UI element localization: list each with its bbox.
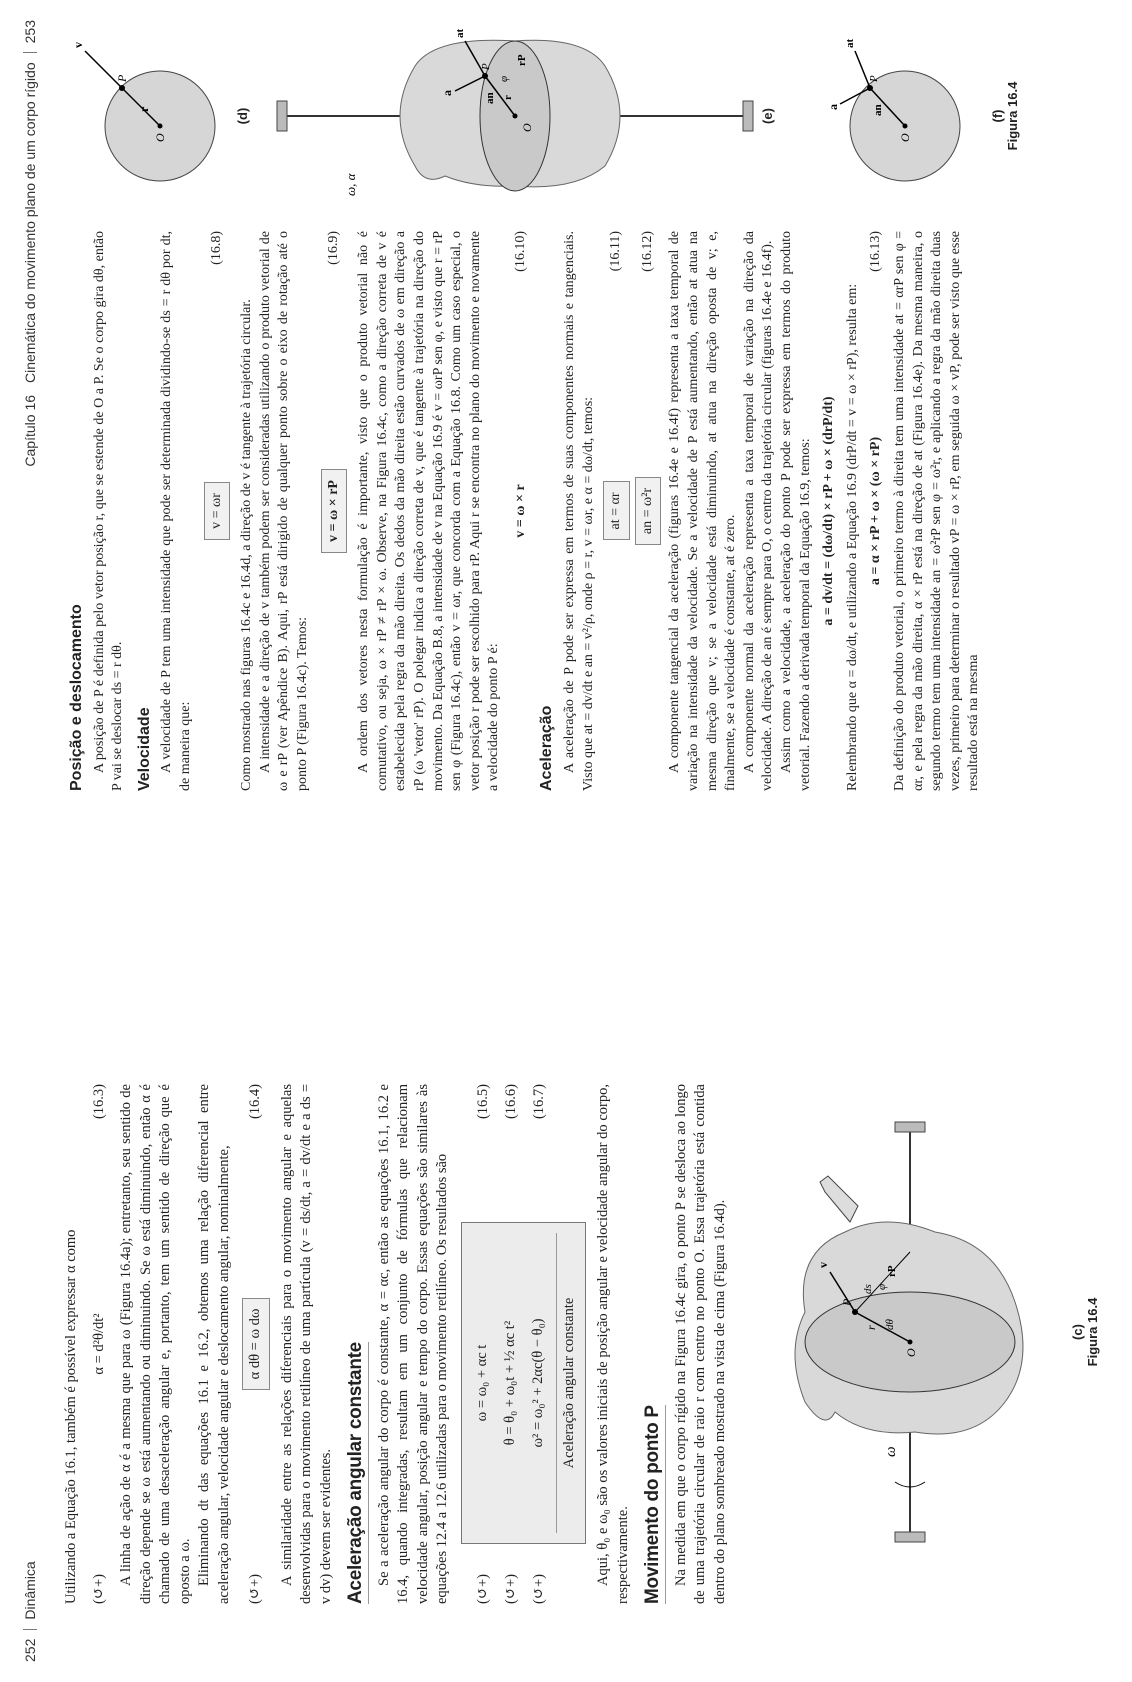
paragraph: A linha de ação de α é a mesma que para ω (Figura 16.4a); entretanto, seu sentido de direção depende se ω está aumentando ou diminuindo. Se ω está diminuindo, então α é chamado de uma desaceleração angular e, portanto, tem um sentido de direção que é oposto a ω. [118, 1084, 193, 1604]
section-heading: Velocidade [135, 707, 153, 791]
subfigure-label: (f) [990, 109, 1005, 123]
figure-caption: Figura 16.4 [1085, 1297, 1100, 1367]
book-title: Dinâmica [22, 1561, 38, 1620]
paragraph: Da definição do produto vetorial, o primeiro termo à direita tem uma intensidade at = αrP sen φ = αr, e pela regra da mão direita, α × rP está na direção de at (Figura 16.4e). Da mesma maneira, o segundo termo tem uma intensidade an = ω²rP sen φ = ω²r, e aplicando a regra da mão direita duas vezes, primeiro para determinar o resultado vP = ω × rP, em seguida ω × vP, pode ser visto que esse resultado está na mesma [891, 231, 982, 791]
svg-text:r: r [502, 95, 514, 100]
page-header-right [22, 20, 38, 467]
figure-16-4f [815, 16, 1075, 216]
figure-column [60, 16, 1120, 216]
paragraph: A posição de P é definida pelo vetor posição r, que se estende de O a P. Se o corpo gira dθ, então P vai se deslocar ds = r dθ. [91, 231, 126, 791]
right-column [60, 231, 984, 791]
paragraph: Se a aceleração angular do corpo é constante, α = αc, então as equações 16.1, 16.2 e 16.4, quando integradas, resultam em um conjunto de fórmulas que relacionam velocidade angular, posição angular e tempo do corpo. Essas equações são similares às equações 12.4 a 12.6 utilizadas para o movimento retilíneo. Os resultados são [375, 1084, 450, 1604]
section-heading: Aceleração angular constante [346, 1342, 369, 1604]
ds-label: ds [862, 1284, 874, 1294]
paragraph: Utilizando a Equação 16.1, também é possível expressar α como [63, 1229, 79, 1604]
svg-text:a: a [440, 90, 454, 96]
page-252 [0, 841, 1132, 1682]
velocity-label: v [816, 1262, 830, 1268]
page-header-left [22, 1561, 38, 1662]
equation-16-3: (↺+) α = d²θ/dt² (16.3) [90, 1084, 107, 1604]
equation-16-13: a = α × rP + ω × (ω × rP) (16.13) [868, 231, 884, 586]
svg-text:φ: φ [498, 75, 510, 82]
section-heading: Movimento do ponto P [643, 1405, 666, 1604]
equation-16-9: v = ω × rP (16.9) [321, 231, 348, 791]
svg-text:P: P [868, 75, 880, 82]
equation-16-10: v = ω × r (16.10) [512, 231, 528, 538]
paragraph: A ordem dos vetores nesta formulação é importante, visto que o produto vetorial não é comutativo, ou seja, ω × rP ≠ rP × ω. Observe, na Figura 16.4c, como a direção correta de v é estabelecida pela regra da mão direita. Os dedos da mão direita estão curvados de ω em direção a rP (ω 'vetor' rP). O polegar indica a direção correta de v, que é tangente à trajetória na direção do movimento. Da Equação B.8, a intensidade de v na Equação 16.9 é v = ωrP sen φ, e visto que r = rP sen φ (Figura 16.4c), então v = ωr, que concorda com a Equação 16.8. Como um caso especial, o vetor posição r pode ser escolhido para rP. Aqui r se encontra no plano do movimento e novamente a velocidade do ponto P é: [356, 231, 502, 791]
figure-16-4d [60, 16, 260, 216]
paragraph: A similaridade entre as relações diferenciais para o movimento angular e aquelas desenvolvidas para o movimento retilíneo de uma partícula (v = ds/dt, a = dv/dt e a ds = v dv) devem ser evidentes. [278, 1084, 334, 1604]
svg-text:an: an [872, 104, 884, 116]
figure-16-4e [275, 16, 795, 216]
svg-text:O: O [898, 133, 912, 142]
section-heading: Posição e deslocamento [68, 604, 85, 791]
radius-label: r [864, 1325, 878, 1330]
constant-equations: (↺+) (↺+) (↺+) (16.5) (16.6) (16.7) ω = ω₀ + αc t θ = θ₀ + ω₀t + ½ αc t² ω² = ω₀² + 2αc(θ − θ₀) Aceleração angular constante [461, 1084, 587, 1604]
paragraph: Aqui, θ₀ e ω₀ são os valores iniciais de posição angular e velocidade angular do corpo, respectivamente. [595, 1084, 631, 1604]
paragraph: Como mostrado nas figuras 16.4c e 16.4d, a direção de v é tangente à trajetória circular. [239, 299, 255, 791]
equation-derivative: a = dv/dt = (dω/dt) × rP + ω × (drP/dt) [821, 396, 837, 626]
page-number: 252 [22, 1638, 38, 1662]
subfigure-label: (e) [760, 108, 775, 124]
constant-acceleration-box: ω = ω₀ + αc t θ = θ₀ + ω₀t + ½ αc t² ω² = ω₀² + 2αc(θ − θ₀) Aceleração angular constante [461, 1222, 587, 1544]
paragraph: Relembrando que α = dω/dt, e utilizando a Equação 16.9 (drP/dt = v = ω × rP), resulta em: [844, 283, 860, 791]
paragraph: Na medida em que o corpo rígido na Figura 16.4c gira, o ponto P se desloca ao longo de uma trajetória circular de raio r com centro no ponto O. Essa trajetória está contida dentro do plano sombreado mostrado na vista de cima (Figura 16.4d). [672, 1084, 728, 1604]
paragraph: A aceleração de P pode ser expressa em termos de suas componentes normais e tangenciais. Visto que at = dv/dt e an = v²/ρ, onde ρ = r, v = ωr, e α = dω/dt, temos: [562, 231, 596, 791]
rp-label: rP [886, 1265, 898, 1277]
paragraph: Assim como a velocidade, a aceleração do ponto P pode ser expressa em termos do produto vetorial. Fazendo a derivada temporal da Equação 16.9, temos: [779, 231, 813, 791]
dtheta-label: dθ [884, 1319, 896, 1330]
page-number: 253 [22, 20, 38, 44]
origin-label: O [904, 1348, 918, 1357]
svg-text:P: P [480, 63, 492, 70]
paragraph: A intensidade e a direção de v também podem ser consideradas utilizando o produto vetorial de ω e rP (ver Apêndice B). Aqui, rP está dirigido de qualquer ponto sobre o eixo de rotação até o ponto P (Figura 16.4c). Temos: [257, 231, 310, 791]
rigid-body-rotation-diagram [735, 1112, 1065, 1552]
paragraph: Eliminando dt das equações 16.1 e 16.2, obtemos uma relação diferencial entre aceleração angular, velocidade angular e deslocamento angular, nominalmente, [196, 1084, 232, 1604]
svg-text:rP: rP [516, 54, 528, 66]
equation-16-4: (↺+) α dθ = ω dω (16.4) [242, 1084, 270, 1604]
svg-text:O: O [153, 133, 167, 142]
figure-16-4c [735, 1112, 1115, 1552]
subfigure-label: (c) [1070, 1324, 1085, 1340]
svg-text:ω, α: ω, α [343, 173, 358, 196]
svg-text:at: at [454, 28, 466, 38]
omega-label: ω [883, 1446, 899, 1457]
svg-text:P: P [115, 74, 129, 82]
point-p-label: P [840, 1298, 854, 1306]
equation-16-8: v = ωr (16.8) [204, 231, 231, 791]
figure-caption: Figura 16.4 [1005, 81, 1020, 151]
chapter-label: Capítulo 16 [22, 394, 38, 467]
svg-text:a: a [826, 104, 840, 110]
paragraph: A componente normal da aceleração representa a taxa temporal de variação na direção da velocidade. A direção de an é sempre para O, o centro da trajetória circular (figuras 16.4e e 16.4f). [741, 231, 776, 791]
svg-text:at: at [844, 38, 856, 48]
svg-text:r: r [137, 106, 151, 112]
paragraph: A componente tangencial da aceleração (figuras 16.4e e 16.4f) representa a taxa temporal de variação na intensidade da velocidade. Se a velocidade de P está aumentando, então at atua na mesma direção que v; se a velocidade está diminuindo, at atua na direção oposta de v; e, finalmente, se a velocidade é constante, at é zero. [667, 231, 739, 791]
left-column [62, 1084, 730, 1604]
chapter-title: Cinemática do movimento plano de um corpo rígido [22, 62, 38, 383]
phi-label: φ [876, 1283, 888, 1290]
svg-text:O: O [520, 123, 534, 132]
paragraph: A velocidade de P tem uma intensidade que pode ser determinada dividindo-se ds = r dθ por dt, de maneira que: [159, 231, 193, 791]
svg-text:an: an [484, 92, 496, 104]
subfigure-label: (d) [235, 107, 250, 125]
svg-text:v: v [71, 42, 85, 48]
section-heading: Aceleração [538, 705, 556, 791]
equation-16-12: an = ω²r (16.12) [635, 231, 662, 791]
equation-16-11: at = αr (16.11) [603, 231, 630, 791]
